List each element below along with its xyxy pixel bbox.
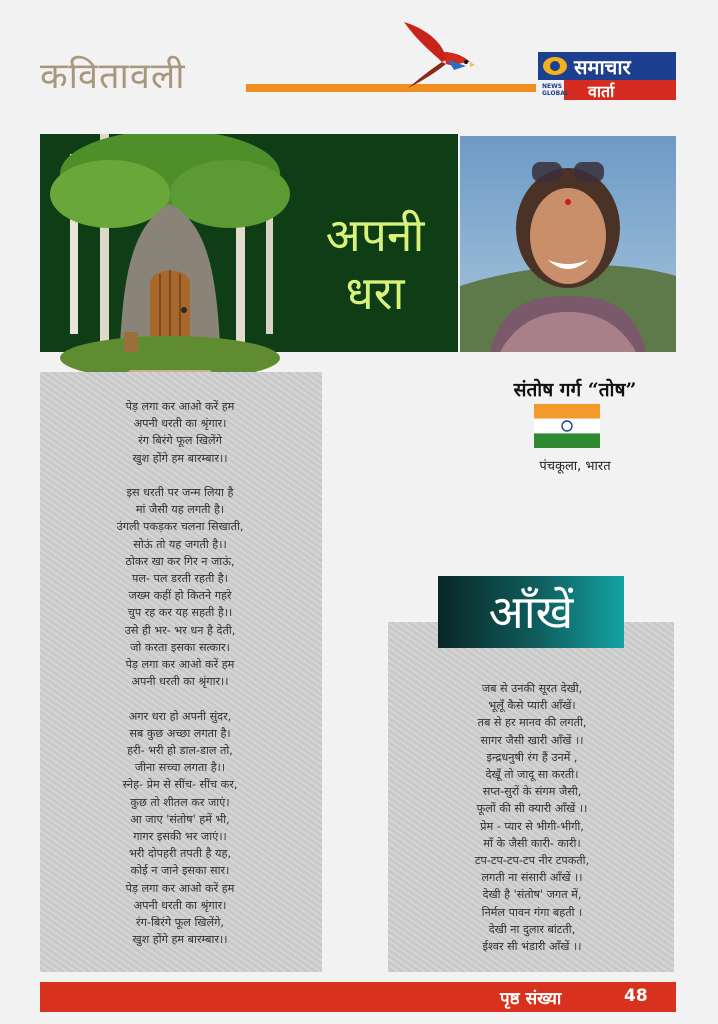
poem-line: अपनी धरती का श्रृंगार।।	[131, 675, 229, 689]
poem-line: सोऊं तो यह जगती है।।	[133, 537, 227, 551]
logo-main-text: समाचार	[574, 55, 631, 79]
logo-news-text: NEWS GLOBAL	[542, 83, 569, 97]
poem-line: स्नेह- प्रेम से सींच- सींच कर,	[122, 778, 238, 792]
poem-line: उंगली पकड़कर चलना सिखाती,	[116, 520, 244, 534]
poem-line: पेड़ लगा कर आओ करें हम	[125, 400, 235, 413]
poem1-stanza-1	[48, 398, 312, 467]
tree-house-illustration	[40, 134, 302, 384]
globe-eye-icon	[542, 55, 568, 77]
poet-photo	[460, 136, 676, 352]
poem1-title: अपनी धरा	[325, 208, 425, 320]
poem-line: निर्मल पावन गंगा बहती ।	[481, 905, 583, 919]
poem-line: खुश होंगे हम बारम्बार।।	[132, 451, 228, 465]
poem-line: आ जाए 'संतोष' हमें भी,	[130, 812, 230, 826]
poem-line: अगर धरा हो अपनी सुंदर,	[128, 709, 232, 723]
poem-line: पेड़ लगा कर आओ करें हम	[125, 658, 235, 672]
poem-line: फूलों की सी क्यारी आँखें ।।	[476, 802, 588, 816]
poem-line: भरी दोपहरी तपती है यह,	[128, 847, 232, 861]
poem1-stanza-2	[48, 484, 312, 690]
poem-line: सब कुछ अच्छा लगता है।	[129, 726, 231, 740]
poem-line: इस धरती पर जन्म लिया है	[126, 486, 234, 499]
poem1-body	[48, 398, 312, 966]
poem-line: मां जैसी यह लगती है।	[135, 503, 225, 517]
page-number: 48	[624, 986, 648, 1006]
poem-line: टप-टप-टप-टप नीर टपकती,	[474, 854, 590, 868]
poem-line: पेड़ लगा कर आओ करें हम	[125, 881, 235, 895]
poem-line: जो करता इसका सत्कार।	[130, 640, 230, 654]
poem-line: ईश्वर सी भंडारी आँखें ।।	[482, 940, 582, 954]
parrot-icon	[384, 18, 476, 90]
poem-line: लगती ना संसारी आँखें ।।	[481, 871, 583, 885]
poem-line: भूलूँ कैसे प्यारी आँखें।	[488, 699, 576, 713]
poem-line: इन्द्रधनुषी रंग हैं उनमें ,	[486, 750, 578, 764]
poem-line: रंग बिरंगे फूल खिलेंगे	[138, 434, 222, 448]
page-number-label: पृष्ठ संख्या	[500, 989, 562, 1009]
poem-line: देखूँ तो जादू सा करती।	[485, 768, 579, 782]
poem2-title: आँखें	[488, 585, 574, 639]
poem-line: खुश होंगे हम बारम्बार।।	[132, 933, 228, 947]
samachar-varta-logo	[538, 52, 676, 100]
poem-line: जब से उनकी सूरत देखी,	[481, 682, 583, 695]
poem2-body	[396, 680, 668, 955]
poem-line: जीना सच्चा लगता है।।	[134, 761, 226, 775]
poem-line: जख्म कहीं हो कितने गहरे	[128, 589, 232, 603]
poet-place: पंचकूला, भारत	[539, 459, 611, 474]
poem-line: देखी है 'संतोष' जगत में,	[482, 888, 582, 902]
footer-bar	[40, 982, 676, 1012]
india-flag-icon	[534, 404, 600, 448]
poem-line: पल- पल डरती रहती है।	[132, 572, 228, 586]
poem-line: कोई न जाने इसका सार।	[130, 864, 230, 878]
logo-sub-text: वार्ता	[588, 82, 615, 101]
poem-line: ठोकर खा कर गिर न जाऊं,	[125, 554, 235, 568]
poem-line: अपनी धरती का श्रृंगार।	[133, 898, 227, 912]
poem-line: प्रेम - प्यार से भीगी-भीगी,	[480, 819, 584, 833]
poem-line: गागर इसकी भर जाएं।।	[133, 830, 227, 844]
poem-line: चुप रह कर यह सहती है।।	[127, 606, 233, 620]
poet-name: संतोष गर्ग “तोष”	[513, 379, 637, 401]
poem-line: देखी ना दुलार बांटती,	[488, 922, 576, 936]
poem-line: तब से हर मानव की लगती,	[477, 716, 587, 730]
poem-line: सागर जैसी खारी आँखें ।।	[480, 733, 584, 747]
poem-line: उसे ही भर- भर धन है देती,	[124, 623, 236, 637]
poem-line: कुछ तो शीतल कर जाएं।	[130, 795, 230, 809]
poem-line: माँ के जैसी कारी- कारी।	[483, 836, 581, 850]
poem-line: रंग-बिरंगे फूल खिलेंगे,	[136, 916, 224, 930]
poem-line: सप्त-सुरों के संगम जैसी,	[482, 785, 582, 799]
section-title: कवितावली	[40, 56, 186, 97]
poem-line: हरी- भरी हो डाल-डाल तो,	[127, 744, 233, 758]
poem-line: अपनी धरती का श्रृंगार।	[133, 417, 227, 431]
poem1-stanza-3	[48, 708, 312, 949]
